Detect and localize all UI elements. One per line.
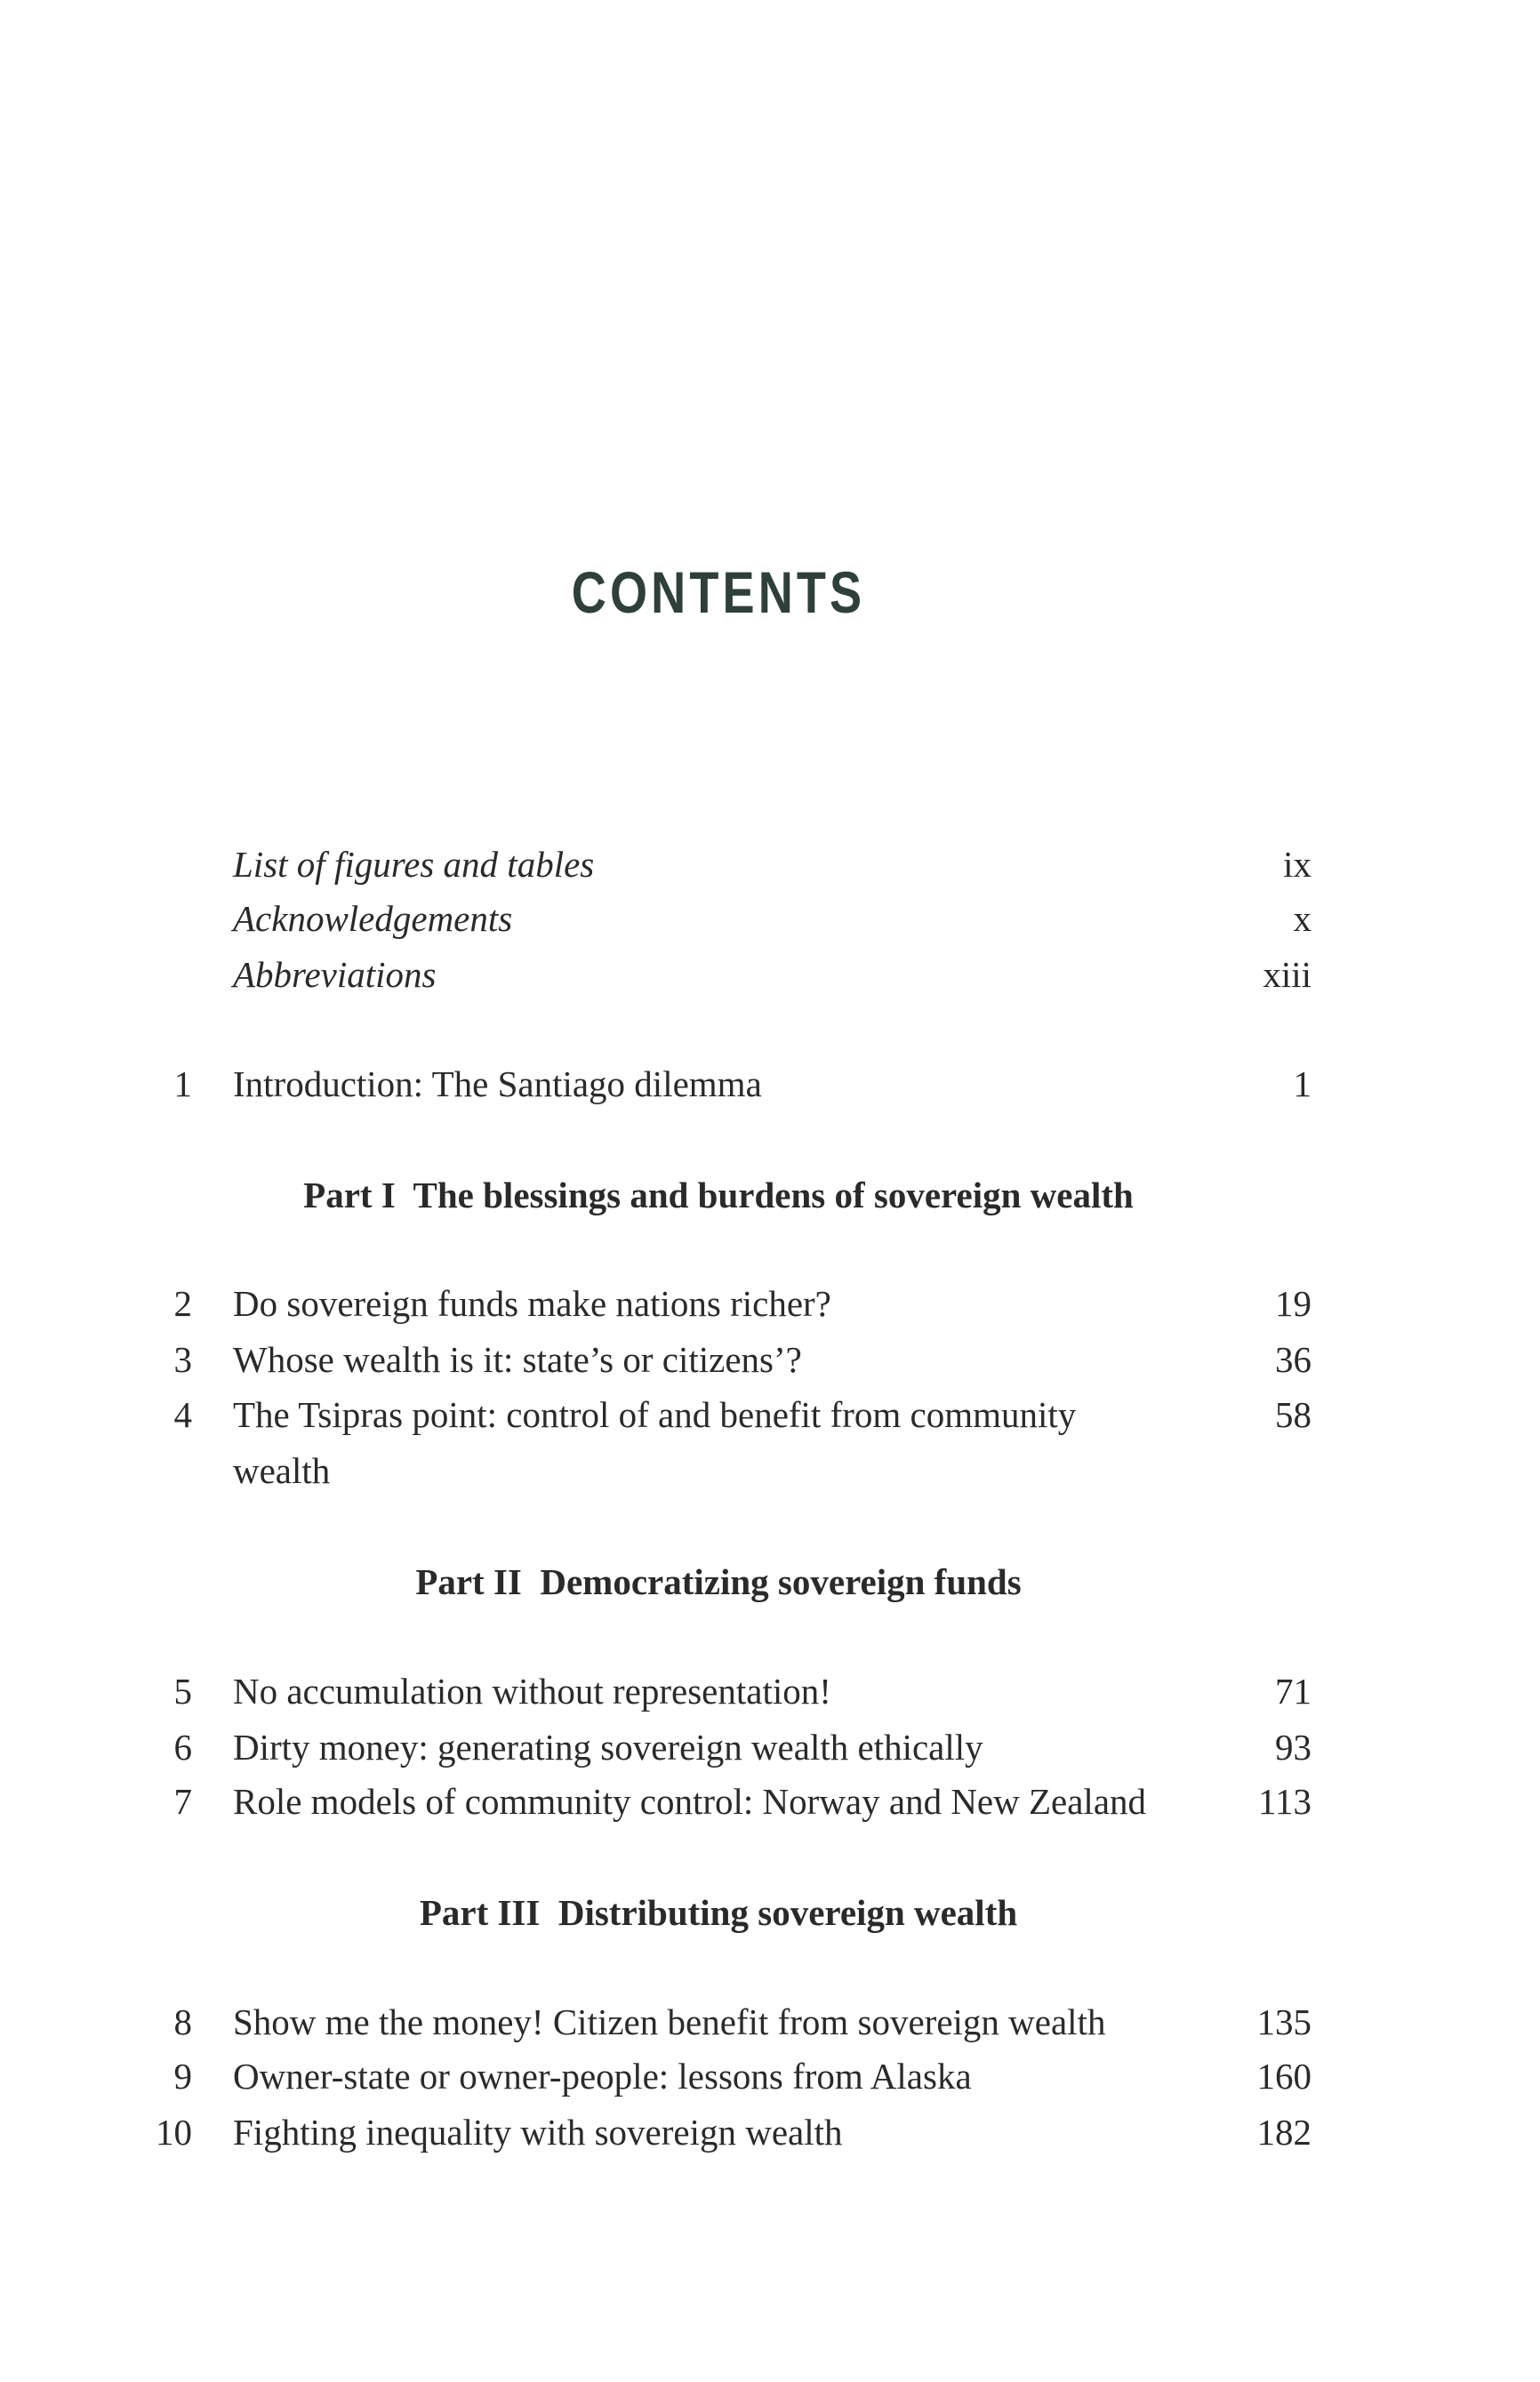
chapter-number: 9 xyxy=(173,2056,192,2097)
chapter-number: 5 xyxy=(173,1671,192,1712)
chapter-number: 7 xyxy=(173,1781,192,1822)
entry-title: Do sovereign funds make nations richer? xyxy=(233,1283,831,1324)
toc-entry[interactable] xyxy=(0,1333,1540,1386)
entry-page: 113 xyxy=(1258,1781,1311,1822)
part-heading: Part II Democratizing sovereign funds xyxy=(415,1561,1022,1602)
toc-entry[interactable] xyxy=(0,1775,1540,1828)
entry-page: 58 xyxy=(1275,1394,1311,1435)
entry-title: Acknowledgements xyxy=(233,898,513,939)
page-title: CONTENTS xyxy=(571,559,866,625)
entry-title: List of figures and tables xyxy=(233,844,595,885)
toc-entry[interactable] xyxy=(0,1664,1540,1718)
toc-entry-continuation xyxy=(0,1444,1540,1497)
toc-entry[interactable] xyxy=(0,892,1540,945)
part-heading: Part III Distributing sovereign wealth xyxy=(419,1892,1018,1933)
toc-entry[interactable] xyxy=(0,1057,1540,1111)
entry-page: 1 xyxy=(1293,1063,1311,1104)
entry-page: xiii xyxy=(1263,954,1311,995)
entry-title: Fighting inequality with sovereign wealth xyxy=(233,2112,843,2153)
entry-page: ix xyxy=(1283,844,1311,885)
entry-title-continued: wealth xyxy=(233,1450,331,1491)
chapter-number: 10 xyxy=(156,2112,192,2153)
toc-entry[interactable] xyxy=(0,1388,1540,1441)
toc-entry[interactable] xyxy=(0,1277,1540,1330)
entry-title: Whose wealth is it: state’s or citizens’? xyxy=(233,1339,802,1380)
chapter-number: 1 xyxy=(173,1063,192,1104)
chapter-number: 6 xyxy=(173,1727,192,1768)
entry-title: Dirty money: generating sovereign wealth ethically xyxy=(233,1727,983,1768)
entry-title: No accumulation without representation! xyxy=(233,1671,831,1712)
entry-title: Owner-state or owner-people: lessons from Alaska xyxy=(233,2056,972,2097)
entry-title: Abbreviations xyxy=(233,954,437,995)
entry-page: x xyxy=(1293,898,1311,939)
entry-title: Introduction: The Santiago dilemma xyxy=(233,1063,762,1104)
chapter-number: 8 xyxy=(173,2001,192,2042)
chapter-number: 3 xyxy=(173,1339,192,1380)
entry-title: The Tsipras point: control of and benefit from community xyxy=(233,1394,1077,1435)
entry-page: 135 xyxy=(1256,2001,1311,2042)
entry-page: 71 xyxy=(1275,1671,1311,1712)
toc-entry[interactable] xyxy=(0,838,1540,891)
entry-page: 19 xyxy=(1275,1283,1311,1324)
toc-entry[interactable] xyxy=(0,2105,1540,2159)
entry-title: Show me the money! Citizen benefit from sovereign wealth xyxy=(233,2001,1106,2042)
entry-page: 93 xyxy=(1275,1727,1311,1768)
toc-entry[interactable] xyxy=(0,1995,1540,2049)
entry-title: Role models of community control: Norway and New Zealand xyxy=(233,1781,1147,1822)
entry-page: 182 xyxy=(1256,2112,1311,2153)
toc-entry[interactable] xyxy=(0,948,1540,1001)
toc-entry[interactable] xyxy=(0,2049,1540,2103)
part-heading: Part I The blessings and burdens of sovereign wealth xyxy=(303,1175,1134,1215)
chapter-number: 2 xyxy=(173,1283,192,1324)
toc-entry[interactable] xyxy=(0,1720,1540,1774)
entry-page: 160 xyxy=(1256,2056,1311,2097)
chapter-number: 4 xyxy=(173,1394,192,1435)
entry-page: 36 xyxy=(1275,1339,1311,1380)
